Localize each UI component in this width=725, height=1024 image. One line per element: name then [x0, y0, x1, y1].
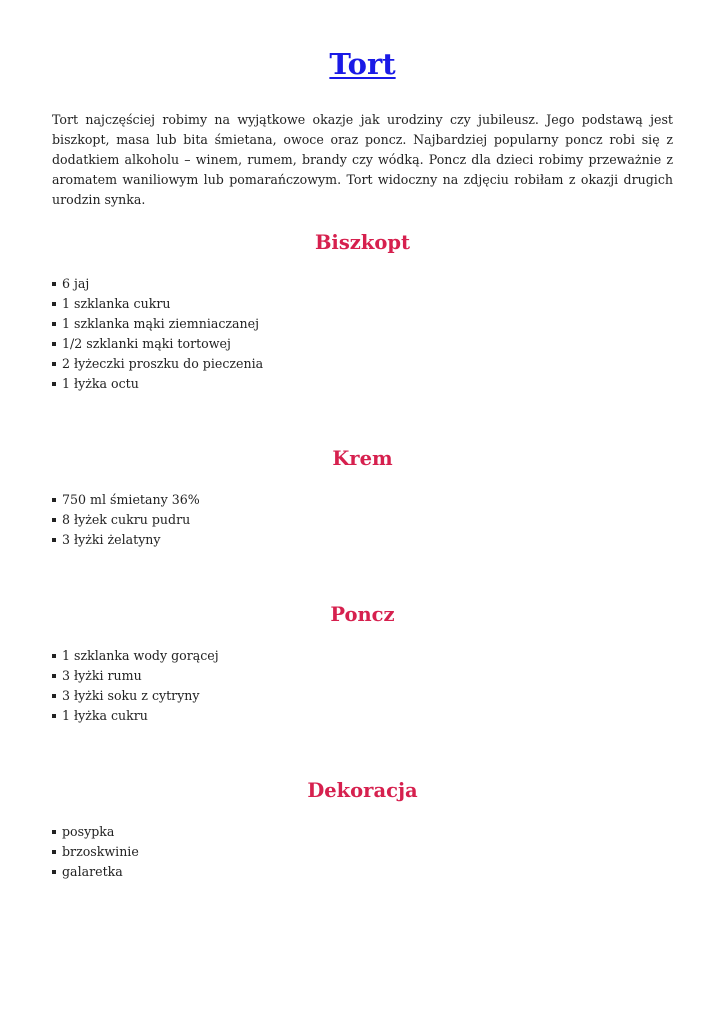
bullet-icon [52, 714, 56, 718]
bullet-icon [52, 362, 56, 366]
list-item-text: 1 łyżka octu [62, 376, 139, 391]
list-item-text: 3 łyżki żelatyny [62, 532, 161, 547]
bullet-icon [52, 302, 56, 306]
list-item-text: 3 łyżki rumu [62, 668, 142, 683]
bullet-icon [52, 282, 56, 286]
list-item [52, 334, 263, 354]
list-item [52, 530, 200, 550]
list-item [52, 354, 263, 374]
list-item-text: galaretka [62, 864, 123, 879]
list-item-text: 1 szklanka mąki ziemniaczanej [62, 316, 260, 331]
list-item [52, 294, 263, 314]
list-item [52, 686, 219, 706]
list-item-text: 1 szklanka wody gorącej [62, 648, 219, 663]
list-item [52, 314, 263, 334]
list-item [52, 274, 263, 294]
bullet-icon [52, 498, 56, 502]
list-item-text: 2 łyżeczki proszku do pieczenia [62, 356, 264, 371]
bullet-icon [52, 830, 56, 834]
bullet-icon [52, 342, 56, 346]
bullet-icon [52, 322, 56, 326]
ingredient-list-dekoracja [52, 822, 139, 882]
list-item [52, 706, 219, 726]
bullet-icon [52, 538, 56, 542]
list-item [52, 822, 139, 842]
list-item-text: 6 jaj [62, 276, 90, 291]
bullet-icon [52, 382, 56, 386]
ingredient-list-biszkopt [52, 274, 263, 394]
list-item [52, 646, 219, 666]
bullet-icon [52, 518, 56, 522]
list-item [52, 666, 219, 686]
list-item-text: 1 łyżka cukru [62, 708, 148, 723]
bullet-icon [52, 654, 56, 658]
ingredient-list-poncz [52, 646, 219, 726]
section-heading-poncz: Poncz [330, 603, 395, 626]
list-item [52, 374, 263, 394]
section-heading-krem: Krem [332, 447, 393, 470]
intro-paragraph: Tort najczęściej robimy na wyjątkowe okazje jak urodziny czy jubileusz. Jego podstawą jest biszkopt, masa lub bita śmietana, owoce oraz poncz. Najbardziej popularny poncz robi się z dodatkiem alkoholu – winem, rumem, brandy czy wódką. Poncz dla dzieci robimy przeważnie z aromatem waniliowym lub pomarańczowym. Tort widoczny na zdjęciu robiłam z okazji drugich urodzin synka. [52, 112, 673, 207]
bullet-icon [52, 674, 56, 678]
section-heading-dekoracja: Dekoracja [307, 779, 418, 802]
bullet-icon [52, 850, 56, 854]
list-item [52, 490, 200, 510]
title-link[interactable]: Tort [329, 47, 396, 81]
ingredient-list-krem [52, 490, 200, 550]
list-item [52, 510, 200, 530]
list-item-text: 8 łyżek cukru pudru [62, 512, 191, 527]
bullet-icon [52, 870, 56, 874]
page-title [0, 44, 725, 84]
list-item [52, 862, 139, 882]
list-item [52, 842, 139, 862]
list-item-text: 1 szklanka cukru [62, 296, 171, 311]
list-item-text: brzoskwinie [62, 844, 139, 859]
list-item-text: 750 ml śmietany 36% [62, 492, 200, 507]
section-heading-biszkopt: Biszkopt [314, 231, 411, 254]
list-item-text: 3 łyżki soku z cytryny [62, 688, 200, 703]
list-item-text: posypka [62, 824, 115, 839]
list-item-text: 1/2 szklanki mąki tortowej [62, 336, 231, 351]
bullet-icon [52, 694, 56, 698]
